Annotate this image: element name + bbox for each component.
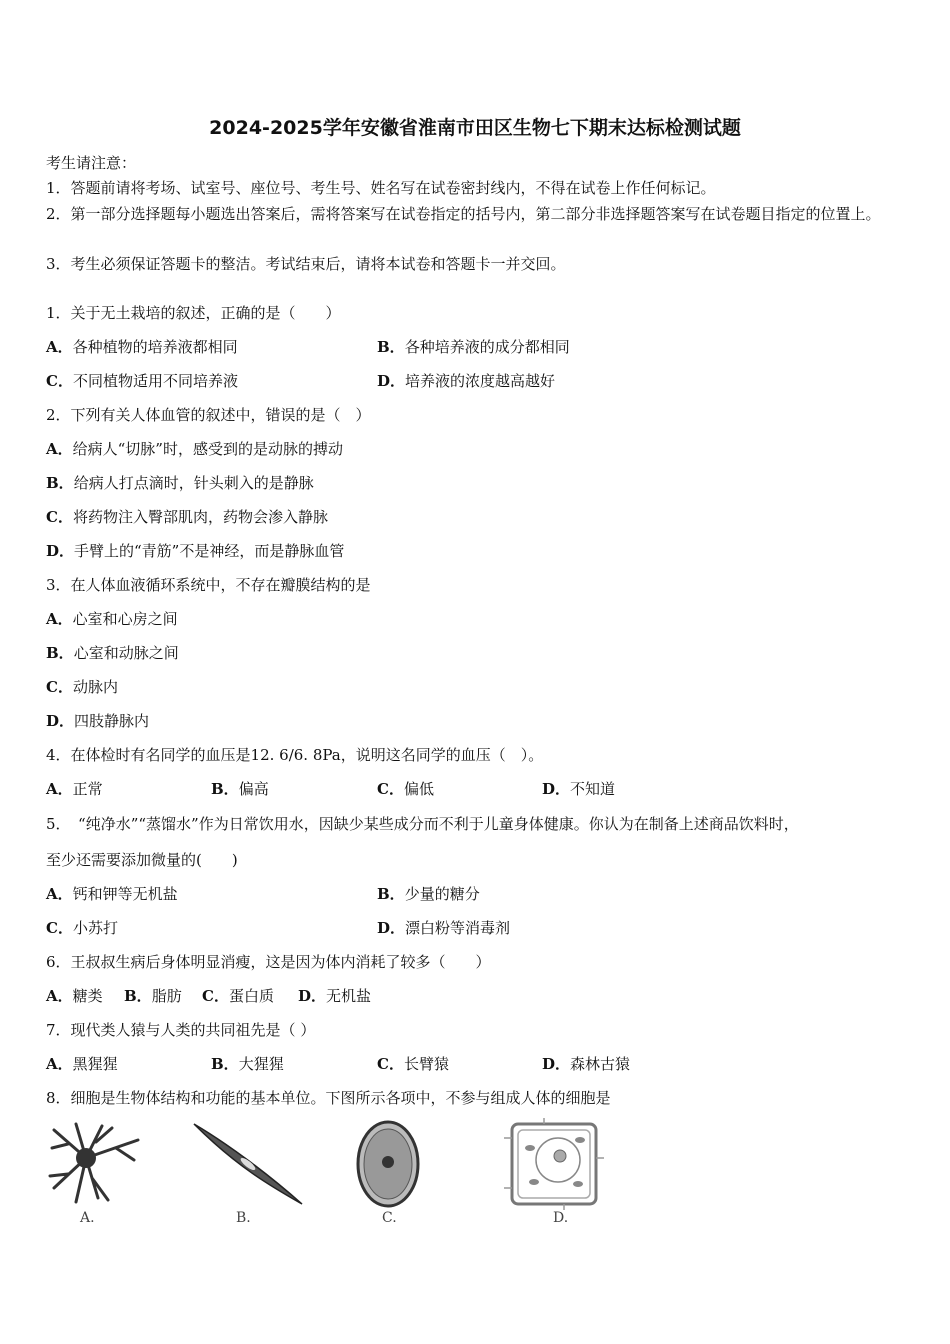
option: C．长臂猿 bbox=[377, 1055, 449, 1073]
notice-heading: 考生请注意： bbox=[46, 154, 137, 172]
option: A．糖类 bbox=[46, 987, 103, 1005]
notice-item: 2．第一部分选择题每小题选出答案后，需将答案写在试卷指定的括号内，第二部分非选择题答案写在试卷题目指定的位置上。 bbox=[46, 205, 881, 223]
figure-label: A. bbox=[80, 1210, 95, 1226]
question-stem: 5． “纯净水”“蒸馏水”作为日常饮用水，因缺少某些成分而不利于儿童身体健康。你认为在制备上述商品饮料时， bbox=[46, 815, 799, 833]
notice-item: 3．考生必须保证答题卡的整洁。考试结束后，请将本试卷和答题卡一并交回。 bbox=[46, 255, 566, 273]
question-stem: 6．王叔叔生病后身体明显消瘦，这是因为体内消耗了较多（ ） bbox=[46, 953, 491, 971]
option: B．各种培养液的成分都相同 bbox=[377, 338, 570, 356]
option: D．培养液的浓度越高越好 bbox=[377, 372, 556, 390]
plant-cell-icon bbox=[504, 1118, 604, 1210]
notice-item: 1．答题前请将考场、试室号、座位号、考生号、姓名写在试卷密封线内，不得在试卷上作任何标记。 bbox=[46, 179, 716, 197]
option: A．给病人“切脉”时，感受到的是动脉的搏动 bbox=[46, 440, 343, 458]
option: C．蛋白质 bbox=[202, 987, 274, 1005]
option: B．少量的糖分 bbox=[377, 885, 480, 903]
option: B．心室和动脉之间 bbox=[46, 644, 179, 662]
option: A．钙和钾等无机盐 bbox=[46, 885, 178, 903]
option: A．各种植物的培养液都相同 bbox=[46, 338, 238, 356]
option: D．手臂上的“青筋”不是神经，而是静脉血管 bbox=[46, 542, 345, 560]
option: B．偏高 bbox=[211, 780, 269, 798]
neuron-icon bbox=[46, 1118, 144, 1206]
muscle-cell-icon bbox=[188, 1118, 308, 1208]
option: D．漂白粉等消毒剂 bbox=[377, 919, 511, 937]
page-title: 2024-2025学年安徽省淮南市田区生物七下期末达标检测试题 bbox=[209, 117, 741, 139]
option: C．将药物注入臀部肌肉，药物会渗入静脉 bbox=[46, 508, 328, 526]
question-stem: 1．关于无土栽培的叙述，正确的是（ ） bbox=[46, 304, 341, 322]
option: A．黑猩猩 bbox=[46, 1055, 118, 1073]
figure-label: B. bbox=[236, 1210, 251, 1226]
figure-label: C. bbox=[382, 1210, 397, 1226]
option: B．给病人打点滴时，针头刺入的是静脉 bbox=[46, 474, 314, 492]
question-stem: 4．在体检时有名同学的血压是12. 6/6. 8Pa，说明这名同学的血压（ ）。 bbox=[46, 746, 544, 764]
egg-cell-icon bbox=[354, 1118, 422, 1210]
option: A．正常 bbox=[46, 780, 103, 798]
option: C．动脉内 bbox=[46, 678, 118, 696]
figure-label: D. bbox=[553, 1210, 569, 1226]
question-stem: 3．在人体血液循环系统中，不存在瓣膜结构的是 bbox=[46, 576, 371, 594]
option: D．森林古猿 bbox=[542, 1055, 631, 1073]
option: C．小苏打 bbox=[46, 919, 118, 937]
question-stem: 至少还需要添加微量的( ) bbox=[46, 851, 238, 869]
option: A．心室和心房之间 bbox=[46, 610, 178, 628]
option: D．无机盐 bbox=[298, 987, 372, 1005]
option: C．偏低 bbox=[377, 780, 434, 798]
option: D．不知道 bbox=[542, 780, 616, 798]
option: C．不同植物适用不同培养液 bbox=[46, 372, 238, 390]
option: B．脂肪 bbox=[124, 987, 182, 1005]
question-stem: 8．细胞是生物体结构和功能的基本单位。下图所示各项中，不参与组成人体的细胞是 bbox=[46, 1089, 611, 1107]
option: B．大猩猩 bbox=[211, 1055, 284, 1073]
question-stem: 7．现代类人猿与人类的共同祖先是（ ） bbox=[46, 1021, 316, 1039]
option: D．四肢静脉内 bbox=[46, 712, 150, 730]
question-stem: 2．下列有关人体血管的叙述中，错误的是（ ） bbox=[46, 406, 371, 424]
